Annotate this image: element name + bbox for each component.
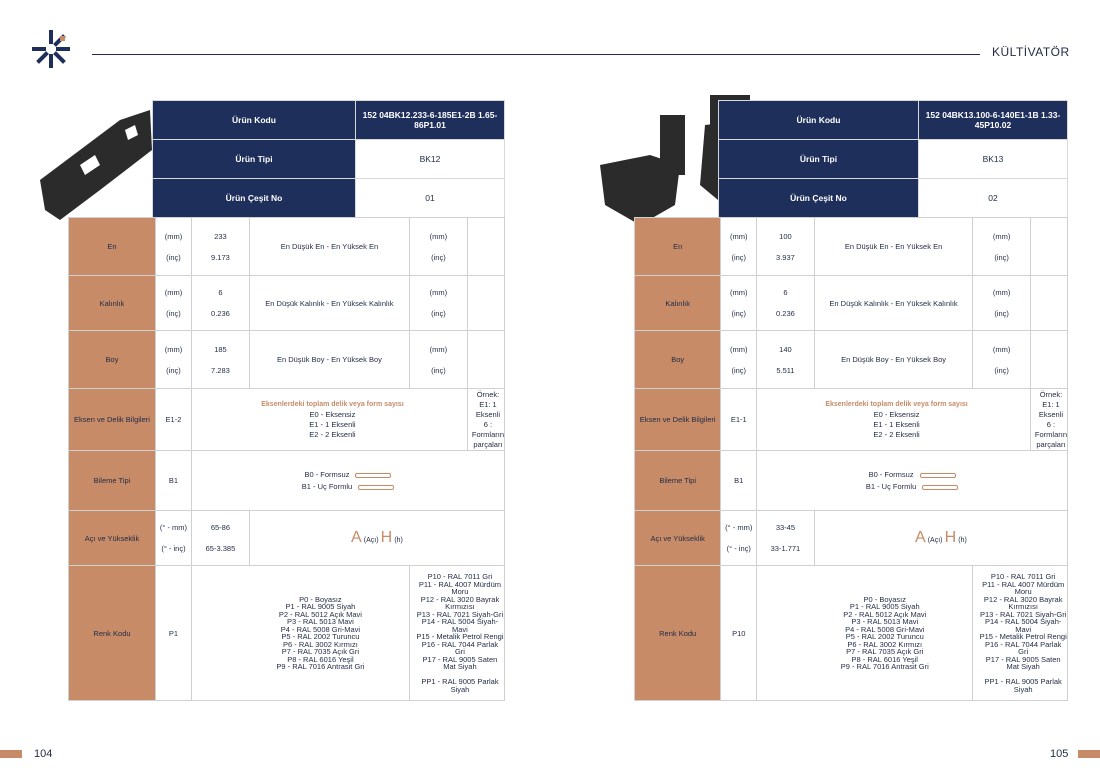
color-code-item: P0 - Boyasız [863,594,907,604]
color-code-item: P2 - RAL 5012 Açık Mavi [278,609,362,619]
en-inc: 9.173 [211,252,230,262]
spec-table-right: En (mm) (inç) 100 3.937 En Düşük En - En Yüksek En (mm) (inç) Kalınlık (mm) (inç) 6 0.236 En Düşük Kalınlık - En Yüksek Kalınlık (mm) (inç) Boy (mm) (inç) 140 5.511 En Düşük Boy - En Yüksek Boy (mm) (inç) Eksen ve Delik Bilgileri E1-1 Eksenlerdeki toplam delik veya form sayısı E0 - Eksensiz E1 - 1 Eksenli E2 - 2 Eksenli Örnek: E1: 1 Eksenli 6 : Formların parçaları Bileme Tipi B1 B0 - Formsuz B1 - Uç Formlu Açı ve Yükseklik (° - mm) (° - inç) 33-45 33-1.771 A (Açı) H (h) Renk Kodu P10 P0 - Boyasız P1 - RAL 9005 Siyah P2 - RAL 5012 Açık Mavi P3 - RAL 5013 Mavi P4 - RAL 5008 Gri-Mavi P5 - RAL 2002 Turuncu P6 - RAL 3002 Kırmızı P7 - RAL 7035 Açık Gri P8 - RAL 6016 Yeşil P9 - RAL 7016 Antrasit Gri P10 - RAL 7011 Gri P11 - RAL 4007 Mürdüm Moru P12 - RAL 3020 Bayrak Kırmızısı P13 - RAL 7021 Siyah-Gri P14 - RAL 5004 Siyah-Mavi P15 - Metalik Petrol Rengi P16 - RAL 7044 Parlak Gri P17 - RAL 9005 Saten Mat Siyah PP1 - RAL 9005 Parlak Siyah [634,217,1068,701]
label-urun-tipi: Ürün Tipi [153,140,356,179]
eksen-value: E1-1 [721,389,757,451]
color-code-item: P13 - RAL 7021 Siyah-Gri [416,609,504,619]
footer-accent-right [1078,750,1100,758]
label-urun-tipi: Ürün Tipi [719,140,919,179]
color-code-item: PP1 - RAL 9005 Parlak Siyah [984,677,1062,694]
sharpening-tip-icon [358,485,394,490]
label-urun-kodu: Ürün Kodu [153,101,356,140]
spec-table-left: En (mm) (inç) 233 9.173 En Düşük En - En Yüksek En (mm) (inç) Kalınlık (mm) (inç) 6 0.236 En Düşük Kalınlık - En Yüksek Kalınlık (mm) (inç) Boy (mm) (inç) 185 7.283 En Düşük Boy - En Yüksek Boy (mm) (inç) Eksen ve Delik Bilgileri E1-2 Eksenlerdeki toplam delik veya form sayısı E0 - Eksensiz E1 - 1 Eksenli E2 - 2 Eksenli Örnek: E1: 1 Eksenli 6 : Formların parçaları Bileme Tipi B1 B0 - Formsuz B1 - Uç Formlu Açı ve Yükseklik (° - mm) (° - inç) 65-86 65-3.385 A (Açı) H (h) Renk Kodu P1 P0 - Boyasız P1 - RAL 9005 Siyah P2 - RAL 5012 Açık Mavi P3 - RAL 5013 Mavi P4 - RAL 5008 Gri-Mavi P5 - RAL 2002 Turuncu P6 - RAL 3002 Kırmızı P7 - RAL 7035 Açık Gri P8 - RAL 6016 Yeşil P9 - RAL 7016 Antrasit Gri P10 - RAL 7011 Gri P11 - RAL 4007 Mürdüm Moru P12 - RAL 3020 Bayrak Kırmızısı P13 - RAL 7021 Siyah-Gri P14 - RAL 5004 Siyah-Mavi P15 - Metalik Petrol Rengi P16 - RAL 7044 Parlak Gri P17 - RAL 9005 Saten Mat Siyah PP1 - RAL 9005 Parlak Siyah [68,217,505,701]
label-urun-kodu: Ürün Kodu [719,101,919,140]
bileme-value: B1 [721,451,757,511]
color-code-item: P5 - RAL 2002 Turuncu [845,632,924,641]
page-number-left: 104 [34,748,53,760]
color-code-item: P4 - RAL 5008 Gri-Mavi [845,624,925,634]
en-inc: 3.937 [776,252,795,262]
color-code-item: P6 - RAL 3002 Kırmızı [847,639,923,649]
sharpening-flat-icon [355,473,391,478]
color-code-item: P8 - RAL 6016 Yeşil [287,654,354,664]
color-code-item: P16 - RAL 7044 Parlak Gri [421,639,499,656]
boy-inc: 5.511 [776,365,795,375]
boy-mm: 140 [779,344,792,354]
label-eksen: Eksen ve Delik Bilgileri [69,389,156,451]
color-code-item: P2 - RAL 5012 Açık Mavi [843,609,927,619]
page-number-right: 105 [1050,748,1069,760]
color-code-item: P11 - RAL 4007 Mürdüm Moru [418,579,501,596]
color-code-item: P17 - RAL 9005 Saten Mat Siyah [422,654,498,671]
sharpening-tip-icon [922,485,958,490]
boy-inc: 7.283 [211,365,230,375]
kalinlik-range-label: En Düşük Kalınlık - En Yüksek Kalınlık [249,276,409,331]
color-code-item: P9 - RAL 7016 Antrasit Gri [276,662,365,671]
product-type: BK13 [919,140,1068,179]
color-code-item: P10 - RAL 7011 Gri [990,572,1056,581]
boy-mm: 185 [214,344,227,354]
kalinlik-range-label: En Düşük Kalınlık - En Yüksek Kalınlık [814,276,973,331]
aci-mm: 33-45 [775,523,796,532]
label-bileme: Bileme Tipi [635,451,721,511]
kal-mm: 6 [218,288,223,297]
color-code-item: P17 - RAL 9005 Saten Mat Siyah [985,654,1061,671]
color-code-item: P13 - RAL 7021 Siyah-Gri [979,609,1067,619]
color-code-item: P9 - RAL 7016 Antrasit Gri [840,662,929,671]
label-renk: Renk Kodu [69,566,156,701]
color-code-item: P14 - RAL 5004 Siyah-Mavi [984,617,1062,634]
color-code-item: P15 - Metalik Petrol Rengi [979,632,1067,641]
en-mm: 233 [214,231,227,241]
sharpening-flat-icon [920,473,956,478]
en-mm: 100 [779,231,792,241]
product-variant: 02 [919,179,1068,218]
product-code: 152 04BK12.233-6-185E1-2B 1.65-86P1.01 [356,101,505,140]
color-code-item: P11 - RAL 4007 Mürdüm Moru [982,579,1065,596]
label-boy: Boy [635,331,721,389]
color-code-item: P8 - RAL 6016 Yeşil [851,654,918,664]
section-title: KÜLTİVATÖR [992,45,1070,59]
color-code-item: P3 - RAL 5013 Mavi [851,617,919,626]
kal-mm: 6 [783,288,788,297]
aci-inc: 33-1.771 [770,544,801,553]
label-kalinlik: Kalınlık [635,276,721,331]
kal-inc: 0.236 [211,309,230,318]
aci-inc: 65-3.385 [205,544,236,553]
color-code-item: P16 - RAL 7044 Parlak Gri [984,639,1062,656]
aci-mm: 65-86 [210,523,231,532]
label-urun-cesit: Ürün Çeşit No [719,179,919,218]
boy-range-label: En Düşük Boy - En Yüksek Boy [249,331,409,389]
label-aci: Açı ve Yükseklik [69,511,156,566]
product-type: BK12 [356,140,505,179]
label-aci: Açı ve Yükseklik [635,511,721,566]
en-range-label: En Düşük En - En Yüksek En [814,218,973,276]
renk-value: P1 [155,566,191,701]
eksen-value: E1-2 [155,389,191,451]
footer-accent-left [0,750,22,758]
product-variant: 01 [356,179,505,218]
color-code-item: P12 - RAL 3020 Bayrak Kırmızısı [420,594,500,611]
color-code-item: P6 - RAL 3002 Kırmızı [283,639,358,649]
product-code: 152 04BK13.100-6-140E1-1B 1.33-45P10.02 [919,101,1068,140]
product-image-bk12 [40,110,160,225]
label-urun-cesit: Ürün Çeşit No [153,179,356,218]
label-eksen: Eksen ve Delik Bilgileri [635,389,721,451]
color-code-item: PP1 - RAL 9005 Parlak Siyah [421,677,499,694]
color-code-item: P3 - RAL 5013 Mavi [287,617,354,626]
brand-star-icon [30,28,72,70]
label-bileme: Bileme Tipi [69,451,156,511]
color-code-item: P1 - RAL 9005 Siyah [285,602,356,611]
label-en: En [69,218,156,276]
label-renk: Renk Kodu [635,566,721,701]
label-kalinlik: Kalınlık [69,276,156,331]
renk-value: P10 [721,566,757,701]
color-code-item: P14 - RAL 5004 Siyah-Mavi [421,617,499,634]
en-range-label: En Düşük En - En Yüksek En [249,218,409,276]
color-code-item: P0 - Boyasız [299,594,342,604]
color-code-item: P12 - RAL 3020 Bayrak Kırmızısı [983,594,1063,611]
color-code-item: P4 - RAL 5008 Gri-Mavi [280,624,361,634]
label-en: En [635,218,721,276]
boy-range-label: En Düşük Boy - En Yüksek Boy [814,331,973,389]
header-rule [92,54,980,55]
product-header-left [152,100,505,218]
kal-inc: 0.236 [776,309,795,318]
color-code-item: P15 - Metalik Petrol Rengi [416,632,504,641]
product-header-right [718,100,1068,218]
bileme-value: B1 [155,451,191,511]
color-code-item: P7 - RAL 7035 Açık Gri [846,647,924,656]
label-boy: Boy [69,331,156,389]
color-code-item: P5 - RAL 2002 Turuncu [281,632,360,641]
color-code-item: P1 - RAL 9005 Siyah [849,602,920,611]
color-code-item: P7 - RAL 7035 Açık Gri [281,647,360,656]
color-code-item: P10 - RAL 7011 Gri [427,572,493,581]
